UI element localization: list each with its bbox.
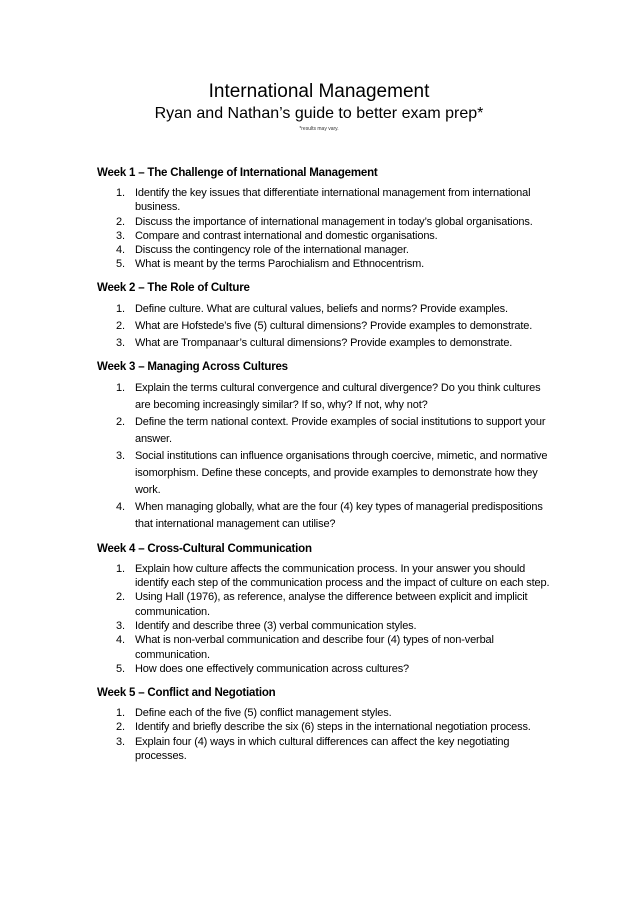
list-item: 1. Explain the terms cultural convergence and cultural divergence? Do you think cultures are becoming increasingly similar? If so, why? If not, why not? <box>116 381 541 411</box>
week-1-questions <box>97 186 557 272</box>
week-4-section <box>97 542 557 676</box>
list-item: 2. What are Hofstede’s five (5) cultural dimensions? Provide examples to demonstrate. <box>116 319 533 332</box>
week-5-heading: Week 5 – Conflict and Negotiation <box>97 687 276 700</box>
week-1-section <box>97 166 557 272</box>
footnote-disclaimer: *results may vary. <box>299 126 339 132</box>
list-item: 2. Define the term national context. Provide examples of social institutions to support your answer. <box>116 415 546 445</box>
list-item: 2. Using Hall (1976), as reference, analyse the difference between explicit and implicit communication. <box>116 591 528 618</box>
list-item: 1. Define each of the five (5) conflict management styles. <box>116 707 392 720</box>
week-4-questions <box>97 562 557 676</box>
list-item: 2. Discuss the importance of international management in today’s global organisations. <box>116 215 533 228</box>
list-item: 1. Define culture. What are cultural values, beliefs and norms? Provide examples. <box>116 302 508 315</box>
document-subtitle: Ryan and Nathan’s guide to better exam prep* <box>154 105 484 122</box>
list-item: 4. What is non-verbal communication and describe four (4) types of non-verbal communication. <box>116 634 494 661</box>
week-2-heading: Week 2 – The Role of Culture <box>97 281 250 294</box>
list-item: 1. Explain how culture affects the communication process. In your answer you should identify each step of the communication process and the impact of culture on each step. <box>116 562 550 590</box>
week-3-heading: Week 3 – Managing Across Cultures <box>97 360 288 373</box>
list-item: 5. How does one effectively communication across cultures? <box>116 662 410 675</box>
week-2-questions <box>97 301 557 352</box>
list-item: 4. Discuss the contingency role of the international manager. <box>116 244 409 257</box>
document-title: International Management <box>208 81 430 102</box>
week-4-heading: Week 4 – Cross-Cultural Communication <box>97 542 312 555</box>
list-item: 3. Explain four (4) ways in which cultural differences can affect the key negotiating processes. <box>116 735 510 763</box>
list-item: 3. What are Trompanaar’s cultural dimensions? Provide examples to demonstrate. <box>116 336 513 349</box>
week-3-section <box>97 360 557 533</box>
list-item: 3. Identify and describe three (3) verbal communication styles. <box>116 619 417 632</box>
list-item: 2. Identify and briefly describe the six (6) steps in the international negotiation process. <box>116 721 531 734</box>
list-item: 1. Identify the key issues that differentiate international management from international business. <box>116 187 531 214</box>
week-3-questions <box>97 380 557 533</box>
week-1-heading: Week 1 – The Challenge of International Management <box>97 167 378 179</box>
list-item: 3. Social institutions can influence organisations through coercive, mimetic, and normative isomorphism. Define these concepts, and provide examples to demonstrate how they work. <box>116 449 548 496</box>
list-item: 3. Compare and contrast international and domestic organisations. <box>116 229 438 242</box>
week-2-section <box>97 281 557 352</box>
week-5-section <box>97 686 557 763</box>
list-item: 5. What is meant by the terms Parochialism and Ethnocentrism. <box>116 258 425 271</box>
list-item: 4. When managing globally, what are the four (4) key types of managerial predispositions that international management can utilise? <box>116 500 543 530</box>
document-body <box>97 166 557 763</box>
week-5-questions <box>97 706 557 763</box>
